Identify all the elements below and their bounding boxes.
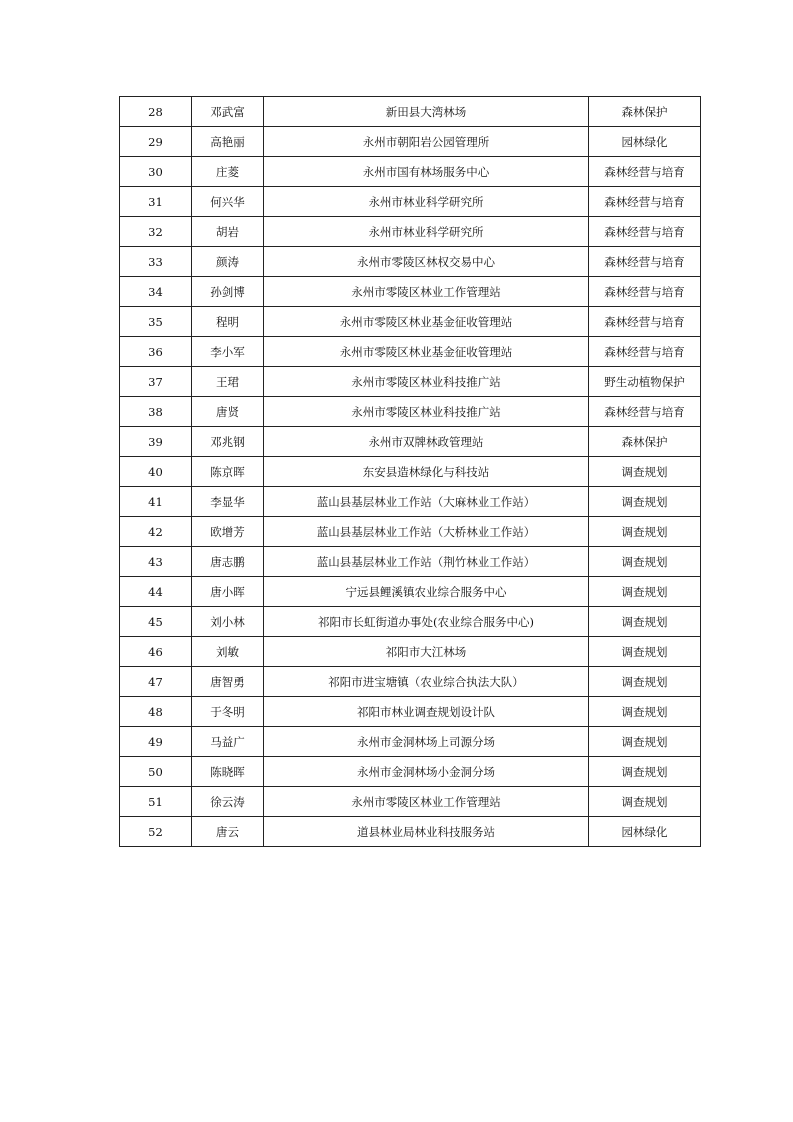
person-name-cell: 刘小林 (192, 607, 264, 637)
work-unit-cell: 永州市零陵区林业基金征收管理站 (264, 337, 589, 367)
serial-number-cell: 40 (120, 457, 192, 487)
person-name-cell: 孙剑博 (192, 277, 264, 307)
work-unit-cell: 永州市零陵区林业科技推广站 (264, 367, 589, 397)
serial-number-cell: 44 (120, 577, 192, 607)
specialty-field-cell: 调查规划 (589, 607, 701, 637)
person-name-cell: 程明 (192, 307, 264, 337)
table-row (120, 697, 701, 727)
table-row (120, 247, 701, 277)
person-name-cell: 于冬明 (192, 697, 264, 727)
work-unit-cell: 永州市零陵区林业科技推广站 (264, 397, 589, 427)
specialty-field-cell: 森林经营与培育 (589, 397, 701, 427)
specialty-field-cell: 园林绿化 (589, 817, 701, 847)
serial-number-cell: 34 (120, 277, 192, 307)
work-unit-cell: 永州市零陵区林业基金征收管理站 (264, 307, 589, 337)
person-name-cell: 何兴华 (192, 187, 264, 217)
specialty-field-cell: 野生动植物保护 (589, 367, 701, 397)
specialty-field-cell: 调查规划 (589, 727, 701, 757)
table-row (120, 307, 701, 337)
work-unit-cell: 永州市林业科学研究所 (264, 187, 589, 217)
person-name-cell: 庄菱 (192, 157, 264, 187)
specialty-field-cell: 森林经营与培育 (589, 277, 701, 307)
table-row (120, 637, 701, 667)
serial-number-cell: 39 (120, 427, 192, 457)
person-name-cell: 刘敏 (192, 637, 264, 667)
specialty-field-cell: 森林保护 (589, 97, 701, 127)
work-unit-cell: 永州市国有林场服务中心 (264, 157, 589, 187)
serial-number-cell: 45 (120, 607, 192, 637)
table-row (120, 127, 701, 157)
work-unit-cell: 道县林业局林业科技服务站 (264, 817, 589, 847)
specialty-field-cell: 调查规划 (589, 697, 701, 727)
serial-number-cell: 31 (120, 187, 192, 217)
serial-number-cell: 49 (120, 727, 192, 757)
work-unit-cell: 宁远县鲤溪镇农业综合服务中心 (264, 577, 589, 607)
person-name-cell: 唐云 (192, 817, 264, 847)
serial-number-cell: 33 (120, 247, 192, 277)
personnel-table-body (120, 97, 701, 847)
serial-number-cell: 48 (120, 697, 192, 727)
table-row (120, 727, 701, 757)
work-unit-cell: 永州市朝阳岩公园管理所 (264, 127, 589, 157)
specialty-field-cell: 调查规划 (589, 517, 701, 547)
work-unit-cell: 永州市金洞林场上司源分场 (264, 727, 589, 757)
person-name-cell: 邓兆钢 (192, 427, 264, 457)
table-row (120, 427, 701, 457)
work-unit-cell: 祁阳市林业调查规划设计队 (264, 697, 589, 727)
serial-number-cell: 30 (120, 157, 192, 187)
table-row (120, 367, 701, 397)
serial-number-cell: 38 (120, 397, 192, 427)
serial-number-cell: 46 (120, 637, 192, 667)
person-name-cell: 高艳丽 (192, 127, 264, 157)
person-name-cell: 徐云涛 (192, 787, 264, 817)
person-name-cell: 颜涛 (192, 247, 264, 277)
table-row (120, 457, 701, 487)
work-unit-cell: 祁阳市进宝塘镇（农业综合执法大队） (264, 667, 589, 697)
table-row (120, 337, 701, 367)
specialty-field-cell: 森林保护 (589, 427, 701, 457)
serial-number-cell: 36 (120, 337, 192, 367)
work-unit-cell: 永州市零陵区林业工作管理站 (264, 787, 589, 817)
specialty-field-cell: 调查规划 (589, 457, 701, 487)
work-unit-cell: 蓝山县基层林业工作站（大桥林业工作站） (264, 517, 589, 547)
personnel-table (119, 96, 701, 847)
specialty-field-cell: 森林经营与培育 (589, 337, 701, 367)
serial-number-cell: 28 (120, 97, 192, 127)
serial-number-cell: 52 (120, 817, 192, 847)
table-row (120, 757, 701, 787)
person-name-cell: 胡岩 (192, 217, 264, 247)
serial-number-cell: 51 (120, 787, 192, 817)
work-unit-cell: 蓝山县基层林业工作站（大麻林业工作站） (264, 487, 589, 517)
specialty-field-cell: 森林经营与培育 (589, 307, 701, 337)
specialty-field-cell: 森林经营与培育 (589, 217, 701, 247)
specialty-field-cell: 森林经营与培育 (589, 247, 701, 277)
specialty-field-cell: 调查规划 (589, 547, 701, 577)
work-unit-cell: 祁阳市大江林场 (264, 637, 589, 667)
work-unit-cell: 蓝山县基层林业工作站（荆竹林业工作站） (264, 547, 589, 577)
work-unit-cell: 永州市双牌林政管理站 (264, 427, 589, 457)
specialty-field-cell: 森林经营与培育 (589, 157, 701, 187)
specialty-field-cell: 园林绿化 (589, 127, 701, 157)
person-name-cell: 唐智勇 (192, 667, 264, 697)
person-name-cell: 唐志鹏 (192, 547, 264, 577)
serial-number-cell: 43 (120, 547, 192, 577)
table-row (120, 667, 701, 697)
person-name-cell: 邓武富 (192, 97, 264, 127)
person-name-cell: 马益广 (192, 727, 264, 757)
person-name-cell: 欧增芳 (192, 517, 264, 547)
specialty-field-cell: 调查规划 (589, 667, 701, 697)
table-row (120, 217, 701, 247)
table-row (120, 577, 701, 607)
work-unit-cell: 新田县大湾林场 (264, 97, 589, 127)
serial-number-cell: 50 (120, 757, 192, 787)
specialty-field-cell: 调查规划 (589, 487, 701, 517)
specialty-field-cell: 调查规划 (589, 637, 701, 667)
person-name-cell: 唐小晖 (192, 577, 264, 607)
serial-number-cell: 41 (120, 487, 192, 517)
table-row (120, 157, 701, 187)
work-unit-cell: 永州市零陵区林权交易中心 (264, 247, 589, 277)
work-unit-cell: 东安县造林绿化与科技站 (264, 457, 589, 487)
person-name-cell: 李小军 (192, 337, 264, 367)
table-row (120, 487, 701, 517)
person-name-cell: 陈晓晖 (192, 757, 264, 787)
serial-number-cell: 37 (120, 367, 192, 397)
person-name-cell: 陈京晖 (192, 457, 264, 487)
table-row (120, 187, 701, 217)
specialty-field-cell: 森林经营与培育 (589, 187, 701, 217)
table-row (120, 607, 701, 637)
work-unit-cell: 永州市零陵区林业工作管理站 (264, 277, 589, 307)
table-row (120, 817, 701, 847)
serial-number-cell: 32 (120, 217, 192, 247)
table-row (120, 547, 701, 577)
specialty-field-cell: 调查规划 (589, 787, 701, 817)
person-name-cell: 王珺 (192, 367, 264, 397)
table-row (120, 397, 701, 427)
work-unit-cell: 永州市金洞林场小金洞分场 (264, 757, 589, 787)
table-row (120, 787, 701, 817)
work-unit-cell: 永州市林业科学研究所 (264, 217, 589, 247)
table-row (120, 277, 701, 307)
table-row (120, 517, 701, 547)
specialty-field-cell: 调查规划 (589, 577, 701, 607)
serial-number-cell: 35 (120, 307, 192, 337)
person-name-cell: 唐贤 (192, 397, 264, 427)
work-unit-cell: 祁阳市长虹街道办事处(农业综合服务中心) (264, 607, 589, 637)
serial-number-cell: 42 (120, 517, 192, 547)
table-row (120, 97, 701, 127)
serial-number-cell: 47 (120, 667, 192, 697)
specialty-field-cell: 调查规划 (589, 757, 701, 787)
person-name-cell: 李显华 (192, 487, 264, 517)
serial-number-cell: 29 (120, 127, 192, 157)
